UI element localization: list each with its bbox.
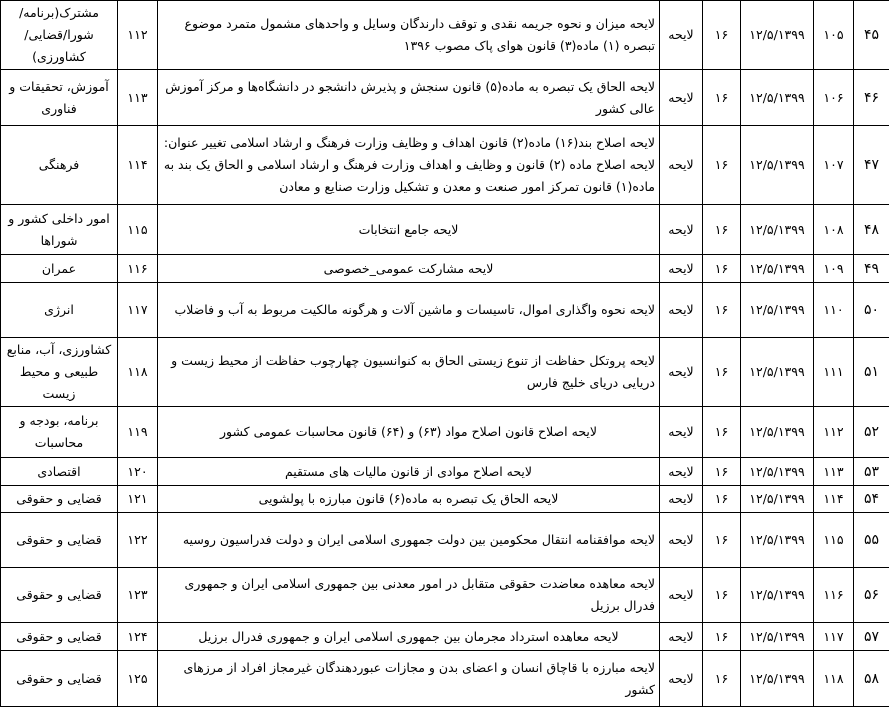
row-number: ۴۶ bbox=[854, 70, 889, 126]
bill-date: ۱۲/۵/۱۳۹۹ bbox=[741, 338, 814, 407]
registration-number: ۱۱۲ bbox=[118, 1, 158, 70]
committee-name: آموزش، تحقیقات و فناوری bbox=[1, 70, 118, 126]
row-number: ۵۶ bbox=[854, 568, 889, 623]
session-number: ۱۶ bbox=[703, 338, 741, 407]
session-number: ۱۶ bbox=[703, 255, 741, 283]
bill-title: لایحه معاهده معاضدت حقوقی متقابل در امور معدنی بین جمهوری اسلامی ایران و جمهوری فدرال برزیل bbox=[158, 568, 660, 623]
bill-date: ۱۲/۵/۱۳۹۹ bbox=[741, 255, 814, 283]
row-number: ۴۷ bbox=[854, 126, 889, 205]
committee-name: فرهنگی bbox=[1, 126, 118, 205]
session-number: ۱۶ bbox=[703, 70, 741, 126]
row-number: ۵۸ bbox=[854, 651, 889, 707]
bill-date: ۱۲/۵/۱۳۹۹ bbox=[741, 205, 814, 255]
bill-number: ۱۱۳ bbox=[814, 458, 854, 486]
bill-type: لایحه bbox=[660, 1, 703, 70]
table-row bbox=[1, 338, 889, 407]
bill-number: ۱۱۵ bbox=[814, 513, 854, 568]
bill-number: ۱۱۶ bbox=[814, 568, 854, 623]
bill-number: ۱۱۰ bbox=[814, 283, 854, 338]
bill-date: ۱۲/۵/۱۳۹۹ bbox=[741, 126, 814, 205]
session-number: ۱۶ bbox=[703, 568, 741, 623]
committee-name: برنامه، بودجه و محاسبات bbox=[1, 407, 118, 458]
registration-number: ۱۱۷ bbox=[118, 283, 158, 338]
registration-number: ۱۱۸ bbox=[118, 338, 158, 407]
registration-number: ۱۱۳ bbox=[118, 70, 158, 126]
row-number: ۵۲ bbox=[854, 407, 889, 458]
row-number: ۵۰ bbox=[854, 283, 889, 338]
table-row bbox=[1, 486, 889, 513]
bill-date: ۱۲/۵/۱۳۹۹ bbox=[741, 623, 814, 651]
committee-name: مشترک(برنامه/شورا/قضایی/کشاورزی) bbox=[1, 1, 118, 70]
row-number: ۴۵ bbox=[854, 1, 889, 70]
row-number: ۵۷ bbox=[854, 623, 889, 651]
bill-title: لایحه اصلاح بند(۱۶) ماده(۲) قانون اهداف و وظایف وزارت فرهنگ و ارشاد اسلامی تغییر عنوان: لایحه اصلاح ماده (۲) قانون و وظایف و اهداف وزارت فرهنگ و ارشاد اسلامی و الحاق یک بند به ماده(۱) قانون تمرکز امور صنعت و معدن و تشکیل وزارت صنایع و معادن bbox=[158, 126, 660, 205]
table-row bbox=[1, 205, 889, 255]
committee-name: امور داخلی کشور و شوراها bbox=[1, 205, 118, 255]
bill-number: ۱۱۷ bbox=[814, 623, 854, 651]
bill-date: ۱۲/۵/۱۳۹۹ bbox=[741, 70, 814, 126]
bill-title: لایحه جامع انتخابات bbox=[158, 205, 660, 255]
bill-title: لایحه مشارکت عمومی_خصوصی bbox=[158, 255, 660, 283]
bill-date: ۱۲/۵/۱۳۹۹ bbox=[741, 283, 814, 338]
registration-number: ۱۱۵ bbox=[118, 205, 158, 255]
bill-date: ۱۲/۵/۱۳۹۹ bbox=[741, 407, 814, 458]
committee-name: قضایی و حقوقی bbox=[1, 513, 118, 568]
bill-number: ۱۱۸ bbox=[814, 651, 854, 707]
table-row bbox=[1, 407, 889, 458]
bill-date: ۱۲/۵/۱۳۹۹ bbox=[741, 651, 814, 707]
session-number: ۱۶ bbox=[703, 126, 741, 205]
registration-number: ۱۲۳ bbox=[118, 568, 158, 623]
committee-name: انرژی bbox=[1, 283, 118, 338]
bill-type: لایحه bbox=[660, 486, 703, 513]
bill-date: ۱۲/۵/۱۳۹۹ bbox=[741, 458, 814, 486]
table-row bbox=[1, 70, 889, 126]
registration-number: ۱۲۲ bbox=[118, 513, 158, 568]
bill-title: لایحه اصلاح موادی از قانون مالیات های مستقیم bbox=[158, 458, 660, 486]
bill-type: لایحه bbox=[660, 205, 703, 255]
bill-type: لایحه bbox=[660, 338, 703, 407]
committee-name: قضایی و حقوقی bbox=[1, 568, 118, 623]
committee-name: قضایی و حقوقی bbox=[1, 651, 118, 707]
committee-name: عمران bbox=[1, 255, 118, 283]
session-number: ۱۶ bbox=[703, 623, 741, 651]
registration-number: ۱۲۱ bbox=[118, 486, 158, 513]
bill-title: لایحه اصلاح قانون اصلاح مواد (۶۳) و (۶۴) قانون محاسبات عمومی کشور bbox=[158, 407, 660, 458]
registration-number: ۱۲۰ bbox=[118, 458, 158, 486]
registration-number: ۱۲۵ bbox=[118, 651, 158, 707]
bill-type: لایحه bbox=[660, 255, 703, 283]
row-number: ۵۱ bbox=[854, 338, 889, 407]
bill-type: لایحه bbox=[660, 407, 703, 458]
bill-title: لایحه مبارزه با قاچاق انسان و اعضای بدن و مجازات عبوردهندگان غیرمجاز افراد از مرزهای کشور bbox=[158, 651, 660, 707]
bill-date: ۱۲/۵/۱۳۹۹ bbox=[741, 1, 814, 70]
bill-title: لایحه الحاق یک تبصره به ماده(۵) قانون سنجش و پذیرش دانشجو در دانشگاه‌ها و مرکز آموزش عالی کشور bbox=[158, 70, 660, 126]
bill-type: لایحه bbox=[660, 70, 703, 126]
bill-title: لایحه نحوه واگذاری اموال، تاسیسات و ماشین آلات و هرگونه مالکیت مربوط به آب و فاضلاب bbox=[158, 283, 660, 338]
table-row bbox=[1, 255, 889, 283]
table-row bbox=[1, 623, 889, 651]
bill-number: ۱۰۷ bbox=[814, 126, 854, 205]
committee-name: کشاورزی، آب، منابع طبیعی و محیط زیست bbox=[1, 338, 118, 407]
bill-title: لایحه موافقنامه انتقال محکومین بین دولت جمهوری اسلامی ایران و دولت فدراسیون روسیه bbox=[158, 513, 660, 568]
session-number: ۱۶ bbox=[703, 486, 741, 513]
session-number: ۱۶ bbox=[703, 1, 741, 70]
registration-number: ۱۱۶ bbox=[118, 255, 158, 283]
bill-number: ۱۰۹ bbox=[814, 255, 854, 283]
bill-type: لایحه bbox=[660, 623, 703, 651]
bill-number: ۱۰۶ bbox=[814, 70, 854, 126]
row-number: ۴۸ bbox=[854, 205, 889, 255]
bill-type: لایحه bbox=[660, 283, 703, 338]
table-row bbox=[1, 458, 889, 486]
bill-number: ۱۱۱ bbox=[814, 338, 854, 407]
session-number: ۱۶ bbox=[703, 407, 741, 458]
table-row bbox=[1, 126, 889, 205]
committee-name: قضایی و حقوقی bbox=[1, 623, 118, 651]
bill-number: ۱۰۵ bbox=[814, 1, 854, 70]
table-row bbox=[1, 1, 889, 70]
session-number: ۱۶ bbox=[703, 283, 741, 338]
session-number: ۱۶ bbox=[703, 651, 741, 707]
bills-table-body bbox=[1, 1, 889, 707]
table-row bbox=[1, 513, 889, 568]
row-number: ۵۵ bbox=[854, 513, 889, 568]
bill-number: ۱۱۴ bbox=[814, 486, 854, 513]
session-number: ۱۶ bbox=[703, 458, 741, 486]
table-row bbox=[1, 568, 889, 623]
registration-number: ۱۱۴ bbox=[118, 126, 158, 205]
bill-type: لایحه bbox=[660, 651, 703, 707]
bill-date: ۱۲/۵/۱۳۹۹ bbox=[741, 513, 814, 568]
bill-date: ۱۲/۵/۱۳۹۹ bbox=[741, 486, 814, 513]
committee-name: اقتصادی bbox=[1, 458, 118, 486]
bill-title: لایحه معاهده استرداد مجرمان بین جمهوری اسلامی ایران و جمهوری فدرال برزیل bbox=[158, 623, 660, 651]
registration-number: ۱۲۴ bbox=[118, 623, 158, 651]
row-number: ۴۹ bbox=[854, 255, 889, 283]
committee-name: قضایی و حقوقی bbox=[1, 486, 118, 513]
row-number: ۵۴ bbox=[854, 486, 889, 513]
row-number: ۵۳ bbox=[854, 458, 889, 486]
table-row bbox=[1, 283, 889, 338]
bill-number: ۱۱۲ bbox=[814, 407, 854, 458]
bill-type: لایحه bbox=[660, 568, 703, 623]
bill-date: ۱۲/۵/۱۳۹۹ bbox=[741, 568, 814, 623]
bill-title: لایحه میزان و نحوه جریمه نقدی و توقف دارندگان وسایل و واحدهای مشمول متمرد موضوع تبصره (۱) ماده(۳) قانون هوای پاک مصوب ۱۳۹۶ bbox=[158, 1, 660, 70]
bill-title: لایحه الحاق یک تبصره به ماده(۶) قانون مبارزه با پولشویی bbox=[158, 486, 660, 513]
session-number: ۱۶ bbox=[703, 205, 741, 255]
session-number: ۱۶ bbox=[703, 513, 741, 568]
bill-type: لایحه bbox=[660, 458, 703, 486]
bill-type: لایحه bbox=[660, 126, 703, 205]
table-row bbox=[1, 651, 889, 707]
registration-number: ۱۱۹ bbox=[118, 407, 158, 458]
bill-title: لایحه پروتکل حفاظت از تنوع زیستی الحاق به کنوانسیون چهارچوب حفاظت از محیط زیست و دریایی دریای خلیج فارس bbox=[158, 338, 660, 407]
bill-type: لایحه bbox=[660, 513, 703, 568]
bill-number: ۱۰۸ bbox=[814, 205, 854, 255]
